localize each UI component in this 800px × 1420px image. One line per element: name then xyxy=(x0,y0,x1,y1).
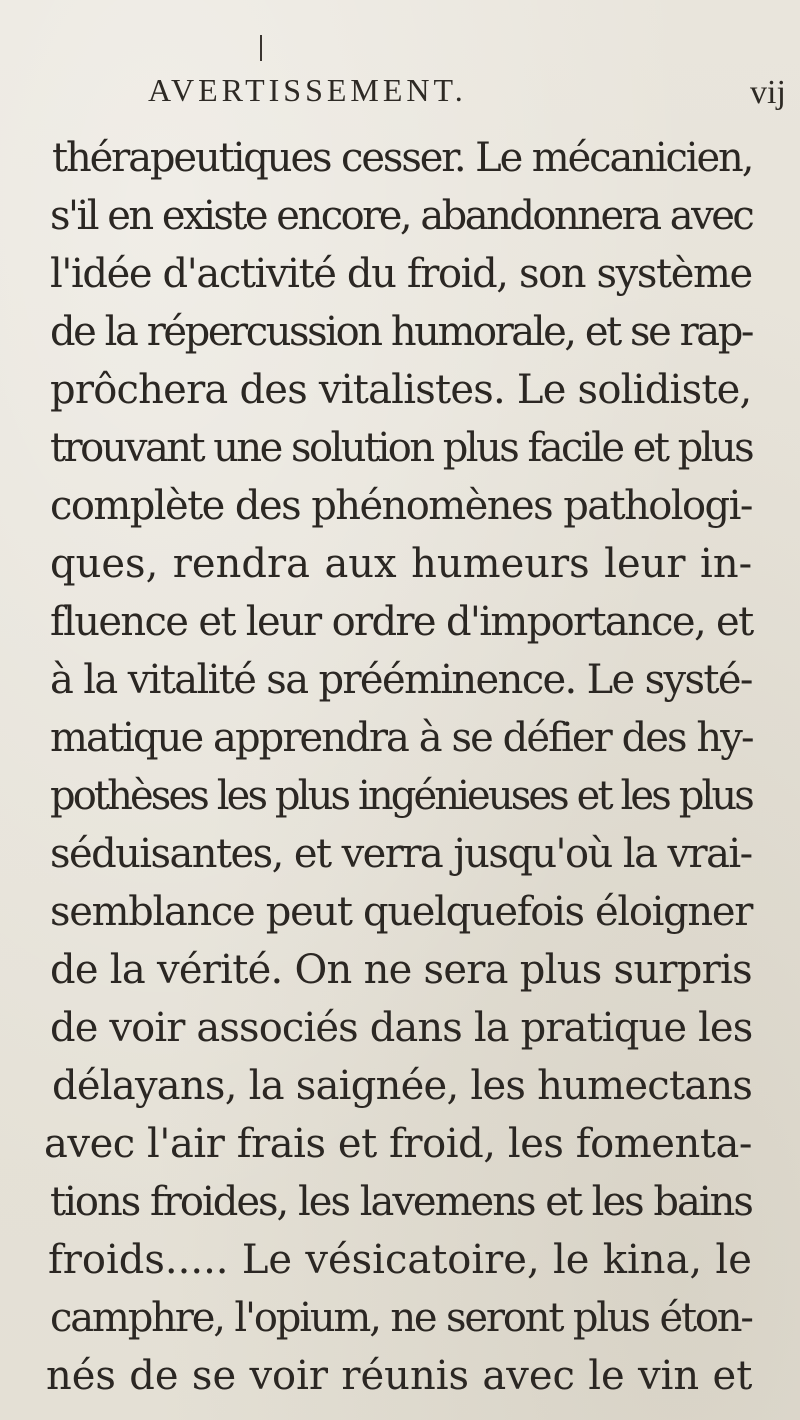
text-line: avec l'air frais et froid, les fomenta- xyxy=(44,1121,753,1167)
text-line: prôchera des vitalistes. Le solidiste, xyxy=(50,367,752,413)
text-line: de voir associés dans la pratique les xyxy=(50,1005,753,1051)
text-line: de la répercussion humorale, et se rap- xyxy=(50,309,752,355)
text-line: trouvant une solution plus facile et plus xyxy=(50,425,753,471)
text-line: fluence et leur ordre d'importance, et xyxy=(50,599,753,645)
text-line: tions froides, les lavemens et les bains xyxy=(50,1179,752,1225)
text-line: s'il en existe encore, abandonnera avec xyxy=(50,193,753,239)
print-mark xyxy=(260,35,262,61)
text-line: froids..... Le vésicatoire, le kina, le xyxy=(48,1237,752,1283)
text-line: pothèses les plus ingénieuses et les plus xyxy=(50,773,752,819)
text-line: complète des phénomènes pathologi- xyxy=(50,483,752,529)
text-line: de la vérité. On ne sera plus surpris xyxy=(50,947,752,993)
page-number: vij xyxy=(750,74,786,111)
text-line: l'idée d'activité du froid, son système xyxy=(50,251,752,297)
text-line: ques, rendra aux humeurs leur in- xyxy=(50,541,753,587)
text-line: camphre, l'opium, ne seront plus éton- xyxy=(50,1295,752,1341)
text-line: thérapeutiques cesser. Le mécanicien, xyxy=(52,135,753,181)
text-line: séduisantes, et verra jusqu'où la vrai- xyxy=(50,831,752,877)
text-line: nés de se voir réunis avec le vin et xyxy=(46,1353,753,1399)
text-line: à la vitalité sa prééminence. Le systé- xyxy=(50,657,752,703)
running-header: AVERTISSEMENT. xyxy=(148,72,467,108)
text-line: matique apprendra à se défier des hy- xyxy=(50,715,753,761)
text-line: semblance peut quelquefois éloigner xyxy=(50,889,753,935)
text-line: délayans, la saignée, les humectans xyxy=(52,1063,753,1109)
